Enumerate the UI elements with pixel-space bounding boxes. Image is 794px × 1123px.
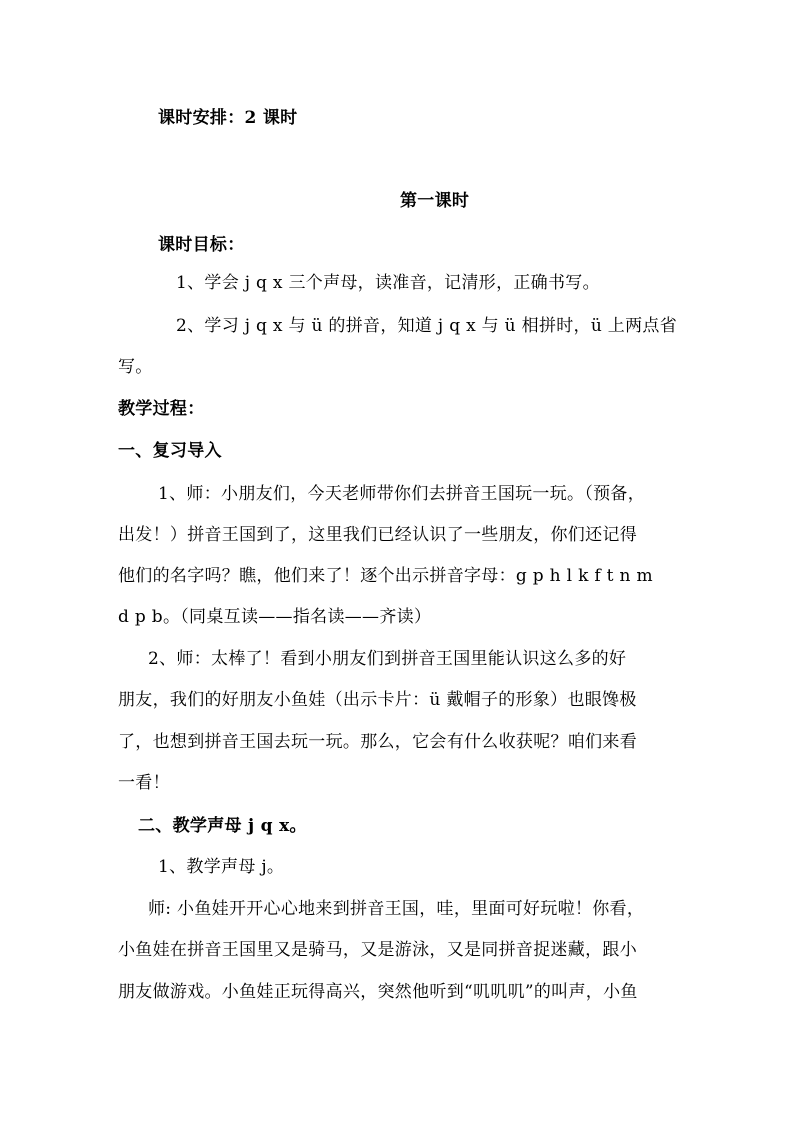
paragraph-1-line-3: 他们的名字吗？瞧，他们来了！逐个出示拼音字母：g p h l k f t n m [118, 566, 653, 586]
paragraph-1-line-4: d p b。（同桌互读——指名读——齐读） [118, 607, 432, 627]
paragraph-3-line-2: 小鱼娃在拼音王国里又是骑马，又是游泳，又是同拼音捉迷藏，跟小 [118, 940, 637, 960]
section-1-heading: 一、复习导入 [118, 441, 222, 461]
paragraph-1-line-2: 出发！）拼音王国到了，这里我们已经认识了一些朋友，你们还记得 [118, 525, 637, 545]
section-2-heading: 二、教学声母 j q x。 [138, 816, 307, 836]
lesson-title: 第一课时 [400, 191, 470, 211]
objective-2-line-2: 写。 [118, 357, 153, 377]
objectives-heading: 课时目标： [158, 235, 245, 255]
paragraph-2-line-3: 了，也想到拼音王国去玩一玩。那么，它会有什么收获呢？咱们来看 [118, 732, 637, 752]
paragraph-1-line-1: 1、师：小朋友们，今天老师带你们去拼音王国玩一玩。（预备， [158, 484, 646, 504]
schedule-line: 课时安排：2 课时 [158, 108, 298, 128]
subsection-1-heading: 1、教学声母 j。 [158, 857, 285, 877]
paragraph-2-line-4: 一看！ [118, 773, 170, 793]
paragraph-3-line-1: 师: 小鱼娃开开心心地来到拼音王国，哇，里面可好玩啦！你看， [148, 899, 645, 919]
paragraph-3-line-3: 朋友做游戏。小鱼娃正玩得高兴，突然他听到“叽叽叽”的叫声，小鱼 [118, 982, 638, 1002]
paragraph-2-line-2: 朋友，我们的好朋友小鱼娃（出示卡片：ü 戴帽子的形象）也眼馋极 [118, 690, 637, 710]
objective-1: 1、学会 j q x 三个声母，读准音，记清形，正确书写。 [176, 273, 600, 293]
paragraph-2-line-1: 2、师：太棒了！看到小朋友们到拼音王国里能认识这么多的好 [148, 649, 627, 669]
process-heading: 教学过程： [118, 399, 205, 419]
objective-2-line-1: 2、学习 j q x 与 ü 的拼音，知道 j q x 与 ü 相拼时，ü 上两点省 [176, 316, 677, 336]
